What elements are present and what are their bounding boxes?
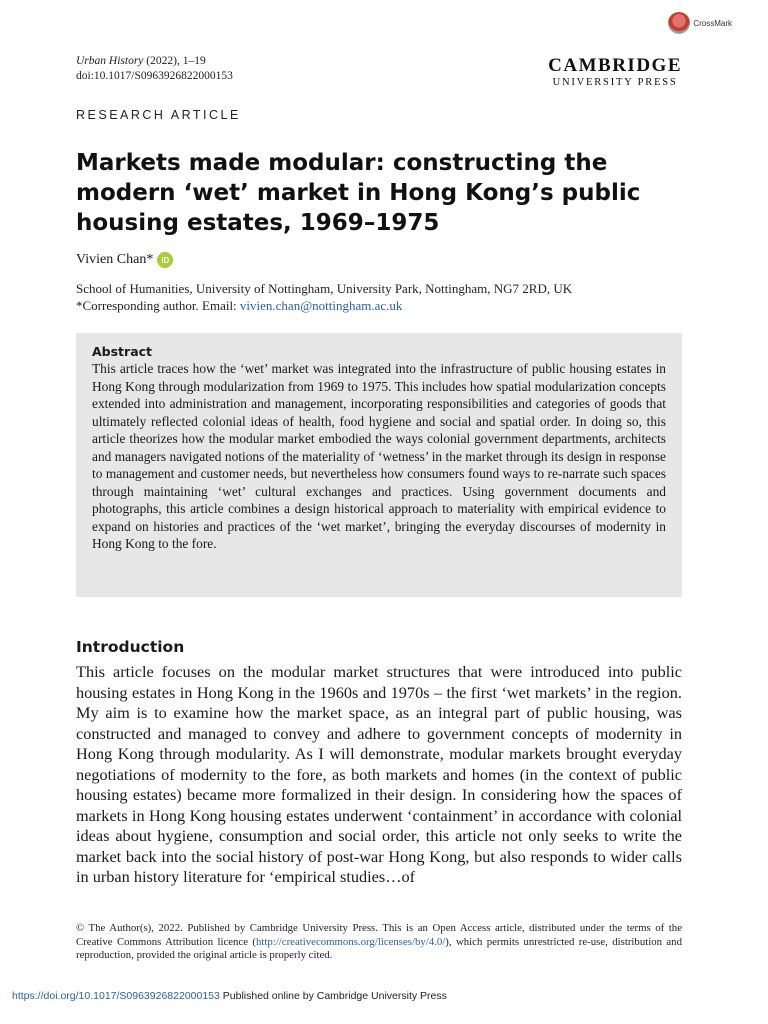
published-online-text: Published online by Cambridge University Press <box>219 990 447 1002</box>
author-name: Vivien Chan* <box>76 252 154 267</box>
article-title: Markets made modular: constructing the modern ‘wet’ market in Hong Kong’s public housing estates, 1969–1975 <box>76 150 641 236</box>
publisher-logo-line1: CAMBRIDGE <box>548 55 682 76</box>
corresponding-author <box>76 297 572 314</box>
crossmark-badge[interactable] <box>668 12 732 34</box>
crossmark-label: CrossMark <box>693 18 732 28</box>
author-line <box>76 252 173 268</box>
journal-year-pages: (2022), 1–19 <box>143 55 206 67</box>
publisher-logo <box>548 56 682 88</box>
affiliation: School of Humanities, University of Nottingham, University Park, Nottingham, NG7 2RD, UK <box>76 281 573 296</box>
journal-doi: doi:10.1017/S0963926822000153 <box>76 70 233 82</box>
abstract-heading: Abstract <box>92 344 153 359</box>
crossmark-icon <box>668 12 690 34</box>
publisher-logo-line2: UNIVERSITY PRESS <box>552 77 678 88</box>
introduction-text: This article focuses on the modular market structures that were introduced into public housing estates in Hong Kong in the 1960s and 1970s – the first ‘wet markets’ in the region. My aim is to examine how the market space, as an integral part of public housing, was constructed and managed to convey and adhere to government concepts of modernity in Hong Kong through modularity. As I will demonstrate, modular markets brought everyday negotiations of modernity to the fore, as both markets and homes (in the context of public housing estates) became more formalized in their design. In considering how the spaces of markets in Hong Kong housing estates underwent ‘containment’ in accordance with colonial ideas about hygiene, consumption and social order, this article not only seeks to write the market back into the social history of post-war Hong Kong, but also responds to wider calls in urban history literature for ‘empirical studies…of <box>76 662 682 886</box>
introduction-heading: Introduction <box>76 638 185 656</box>
orcid-icon[interactable]: iD <box>157 252 173 268</box>
license-link[interactable]: http://creativecommons.org/licenses/by/4.0/ <box>255 935 446 948</box>
license-text-after: ), which permits unrestricted re-use, distribution and reproduction, provided the original article is properly cited. <box>76 935 682 961</box>
publication-footer <box>12 990 447 1002</box>
corresponding-prefix: *Corresponding author. Email: <box>76 298 240 313</box>
abstract-box <box>76 333 682 597</box>
license-footnote <box>76 922 682 963</box>
abstract-text: This article traces how the ‘wet’ market was integrated into the infrastructure of public housing estates in Hong Kong through modularization from 1969 to 1975. This includes how spatial modularization concepts extended into administration and management, incorporating responsibilities and categories of goods that ultimately reflected colonial ideas of health, food hygiene and social and spatial order. In doing so, this article theorizes how the modular market embodied the ways colonial government departments, architects and managers navigated notions of the materiality of ‘wetness’ in the market through its design in response to management and customer needs, but nevertheless how consumers found ways to re-narrate such spaces through maintaining ‘wet’ cultural exchanges and practices. Using government documents and photographs, this article combines a design historical approach to materiality with empirical evidence to expand on histories and practices of the ‘wet market’, bringing the everyday discourses of modernity in Hong Kong to the fore. <box>92 361 666 551</box>
journal-citation <box>76 54 233 84</box>
doi-link[interactable]: https://doi.org/10.1017/S0963926822000153 <box>12 990 220 1002</box>
journal-name: Urban History <box>76 55 144 67</box>
license-text-before: © The Author(s), 2022. Published by Cambridge University Press. This is an Open Access article, distributed under the terms of the Creative Commons Attribution licence ( <box>76 922 682 948</box>
article-type: RESEARCH ARTICLE <box>76 108 241 122</box>
author-email-link[interactable]: vivien.chan@nottingham.ac.uk <box>239 298 403 313</box>
affiliation-block <box>76 280 572 314</box>
